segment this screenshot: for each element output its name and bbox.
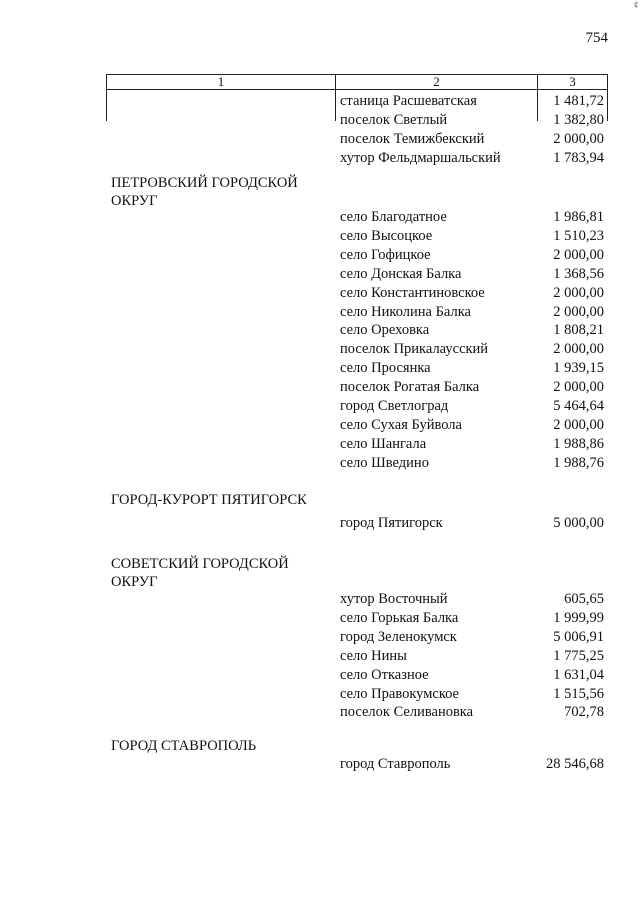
corner-mark: ¢	[634, 0, 639, 10]
settlement-name: хутор Фельдмаршальский	[340, 149, 501, 166]
settlement-name: село Просянка	[340, 360, 431, 377]
settlement-name: село Гофицкое	[340, 246, 431, 263]
column-header-1: 1	[107, 75, 336, 89]
settlement-amount: 5 464,64	[553, 398, 604, 414]
settlement-name: хутор Восточный	[340, 591, 448, 607]
settlement-name: село Благодатное	[340, 209, 447, 225]
table-row	[0, 454, 640, 473]
table-row	[0, 111, 640, 130]
settlement-amount: 2 000,00	[553, 341, 604, 358]
settlement-amount: 1 515,56	[553, 685, 604, 702]
table-row	[0, 227, 640, 246]
table-row	[0, 378, 640, 397]
settlement-amount: 1 999,99	[553, 609, 604, 626]
settlement-amount: 605,65	[564, 591, 604, 607]
column-header-3: 3	[569, 74, 576, 89]
settlement-amount: 2 000,00	[553, 130, 604, 147]
settlement-name: село Нины	[340, 647, 407, 664]
settlement-amount: 1 783,94	[553, 149, 604, 166]
settlement-amount: 2 000,00	[553, 379, 604, 396]
table-row	[0, 246, 640, 265]
settlement-amount: 1 481,72	[553, 93, 604, 109]
table-row	[0, 397, 640, 416]
settlement-name: село Донская Балка	[340, 265, 462, 282]
table-row	[0, 149, 640, 168]
settlement-amount: 1 808,21	[553, 322, 604, 339]
table-row	[0, 435, 640, 454]
column-header-2: 2	[336, 75, 538, 89]
settlement-amount: 1 631,04	[553, 666, 604, 683]
settlement-name: село Правокумское	[340, 685, 459, 702]
settlement-amount: 1 986,81	[553, 209, 604, 225]
settlement-amount: 1 988,86	[553, 435, 604, 452]
settlement-amount: 1 510,23	[553, 227, 604, 244]
settlement-amount: 5 006,91	[553, 628, 604, 645]
settlement-name: село Высоцкое	[340, 227, 433, 244]
table-row	[0, 609, 640, 628]
table-row	[0, 647, 640, 666]
district-heading: ПЕТРОВСКИЙ ГОРОДСКОЙ ОКРУГ	[111, 175, 298, 209]
settlement-amount: 1 988,76	[553, 454, 604, 471]
table-row	[0, 666, 640, 685]
settlement-amount: 2 000,00	[553, 246, 604, 263]
settlement-amount: 1 775,25	[553, 647, 604, 664]
district-heading: СОВЕТСКИЙ ГОРОДСКОЙ ОКРУГ	[111, 556, 289, 590]
settlement-amount: 1 939,15	[553, 360, 604, 377]
table-row	[0, 514, 640, 533]
table-row	[0, 703, 640, 722]
table-row	[0, 303, 640, 322]
settlement-amount: 2 000,00	[553, 416, 604, 433]
table-row	[0, 208, 640, 227]
settlement-name: село Ореховка	[340, 322, 430, 339]
page-number: 754	[585, 30, 608, 46]
settlement-amount: 702,78	[564, 704, 604, 721]
settlement-name: поселок Прикалаусский	[340, 341, 489, 358]
settlement-name: село Сухая Буйвола	[340, 416, 462, 433]
settlement-name: село Горькая Балка	[340, 609, 459, 626]
settlement-name: поселок Темижбекский	[340, 130, 485, 147]
district-heading: ГОРОД СТАВРОПОЛЬ	[111, 738, 257, 754]
district-heading: ГОРОД-КУРОРТ ПЯТИГОРСК	[111, 492, 307, 508]
table-row	[0, 416, 640, 435]
settlement-name: город Пятигорск	[340, 515, 443, 531]
settlement-name: село Шведино	[340, 454, 429, 471]
settlement-amount: 1 368,56	[553, 265, 604, 282]
settlement-name: поселок Селивановка	[340, 704, 474, 721]
settlement-name: село Константиновское	[340, 284, 485, 301]
table-row	[0, 130, 640, 149]
table-row	[0, 340, 640, 359]
table-row	[0, 685, 640, 704]
settlement-name: село Шангала	[340, 435, 427, 452]
table-row	[0, 628, 640, 647]
settlement-name: село Отказное	[340, 666, 429, 683]
table-row	[0, 755, 640, 774]
settlement-name: село Николина Балка	[340, 303, 471, 320]
settlement-name: станица Расшеватская	[340, 93, 477, 109]
settlement-name: город Зеленокумск	[340, 628, 457, 645]
settlement-name: поселок Светлый	[340, 111, 448, 128]
settlement-name: поселок Рогатая Балка	[340, 379, 480, 396]
settlement-name: город Светлоград	[340, 398, 449, 414]
table-row	[0, 590, 640, 609]
settlement-amount: 2 000,00	[553, 284, 604, 301]
settlement-amount: 2 000,00	[553, 303, 604, 320]
settlement-name: город Ставрополь	[340, 756, 451, 772]
table-row	[0, 359, 640, 378]
table-row	[0, 321, 640, 340]
settlement-amount: 1 382,80	[553, 111, 604, 128]
table-row	[0, 92, 640, 111]
table-row	[0, 284, 640, 303]
table-column-header	[106, 74, 608, 90]
settlement-amount: 5 000,00	[553, 515, 604, 531]
settlement-amount: 28 546,68	[546, 756, 604, 772]
table-row	[0, 265, 640, 284]
